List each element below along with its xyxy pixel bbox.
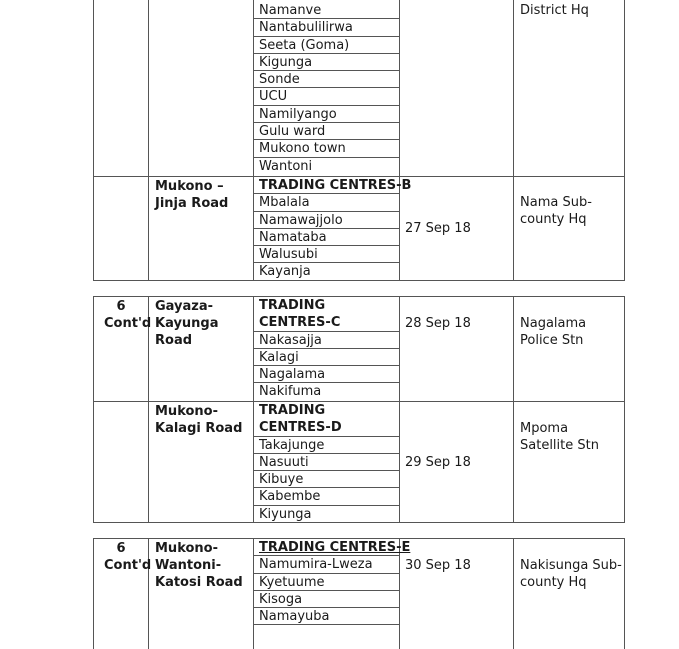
date-text: 30 Sep 18 [405,558,471,573]
list-item: Namumira-Lweza [254,556,399,573]
road-cell [149,297,254,401]
trading-centres-header: TRADING CENTRES-E [254,539,399,556]
venue-cell [514,0,625,176]
venue-text: Nama Sub-county Hq [520,195,592,227]
venue-cell [514,539,625,649]
road-name: Mukono – Jinja Road [155,179,229,211]
list-item: Sonde [254,71,399,88]
list-item: Walusubi [254,246,399,263]
section-number: 6 Cont'd [104,541,152,573]
trading-centres-cell [254,177,412,280]
list-item: Gulu ward [254,123,399,140]
date-cell [400,297,514,401]
schedule-table-1 [93,0,625,281]
road-name: Mukono-Wantoni-Katosi Road [155,541,243,590]
road-cell [149,177,254,280]
trading-centres-cell [254,539,411,649]
list-item: Nakasajja [254,332,399,349]
list-item: Seeta (Goma) [254,37,399,54]
list-item: Kayanja [259,264,311,280]
trading-centres-header: TRADING CENTRES-D [254,402,399,437]
list-item: Kyetuume [254,574,399,591]
number-cell [94,539,152,649]
list-item: Namanve [254,2,399,19]
table-row [94,539,625,649]
trading-centres-cell [254,0,400,176]
list-item: Kibuye [254,471,399,488]
road-cell [149,0,254,176]
list-item: Kiyunga [259,506,312,522]
list-item: Namawajjolo [254,212,399,229]
list-item: Kalagi [254,349,399,366]
list-item: Takajunge [254,437,399,454]
list-item: Wantoni [259,158,313,174]
list-item: Nagalama [254,366,399,383]
road-name: Gayaza-Kayunga Road [155,299,219,348]
list-item: Kabembe [254,488,399,505]
table-row [94,402,625,523]
list-item: Namilyango [254,106,399,123]
number-cell [94,177,149,280]
road-cell [149,539,254,649]
list-item: Kisoga [254,591,399,608]
venue-text: District Hq [520,3,589,18]
date-cell [400,402,514,522]
date-text: 28 Sep 18 [405,316,471,331]
list-item: UCU [254,88,399,105]
list-item: Nasuuti [254,454,399,471]
venue-text: Nakisunga Sub-county Hq [520,558,622,590]
trading-centres-header: TRADING CENTRES-C [254,297,399,332]
schedule-table-2 [93,296,625,523]
date-text: 27 Sep 18 [405,221,471,236]
list-item: Nakifuma [259,384,322,400]
date-cell [400,539,514,649]
trading-centres-cell [254,297,400,401]
venue-cell [514,297,625,401]
number-cell [94,0,149,176]
table-row [94,297,625,402]
venue-cell [514,402,625,522]
list-item: Kigunga [254,54,399,71]
table-row [94,0,625,177]
road-cell [149,402,254,522]
list-item: Mbalala [254,194,399,211]
section-number: 6 Cont'd [104,299,152,331]
venue-text: Nagalama Police Stn [520,316,587,348]
list-item: Namataba [254,229,399,246]
date-cell [400,0,514,176]
table-row [94,177,625,281]
road-name: Mukono-Kalagi Road [155,404,243,436]
trading-centres-cell [254,402,400,522]
list-item: Namayuba [254,608,399,625]
date-cell [400,177,514,280]
list-item: Mukono town [254,140,399,157]
trading-centres-header: TRADING CENTRES-B [254,177,399,194]
venue-text: Mpoma Satellite Stn [520,421,599,453]
date-text: 29 Sep 18 [405,455,471,470]
schedule-table-3 [93,538,625,649]
number-cell [94,297,152,401]
number-cell [94,402,149,522]
venue-cell [514,177,625,280]
list-item: Nantabulilirwa [254,19,399,36]
